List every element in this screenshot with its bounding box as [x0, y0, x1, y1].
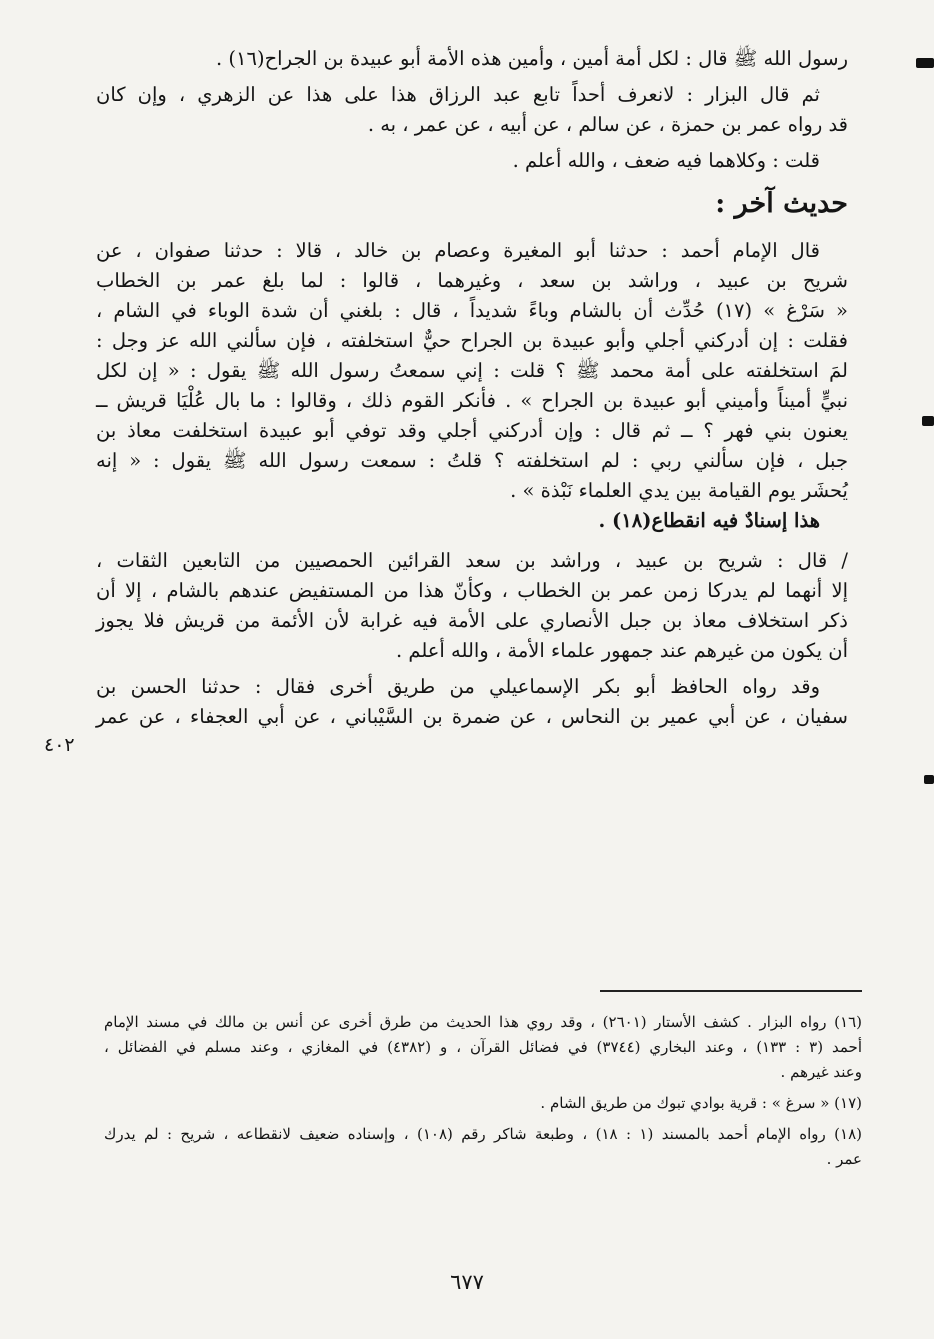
paragraph-line: رسول الله ﷺ قال : لكل أمة أمين ، وأمين هذه الأمة أبو عبيدة بن الجراح(١٦) .: [216, 47, 848, 70]
paragraph-line: شريح بن عبيد ، وراشد بن سعد ، وغيرهما ، قالوا : لما بلغ عمر بن الخطاب: [96, 269, 848, 292]
footnote-line: عمر .: [826, 1150, 862, 1168]
paragraph-line: يُحشَر يوم القيامة بين يدي العلماء نَبْذة » .: [510, 479, 848, 502]
paragraph-line: لمَ استخلفته على أمة محمد ﷺ ؟ قلت : إني سمعتُ رسول الله ﷺ يقول : « إن لكل: [96, 359, 848, 382]
footnote-divider: [600, 990, 862, 992]
footnote-line: أحمد (٣ : ١٣٣) ، وعند البخاري (٣٧٤٤) في فضائل القرآن ، و (٤٣٨٢) في المغازي ، وعند مسلم في الفضائل ،: [104, 1038, 862, 1056]
footnote-line: (١٦) رواه البزار . كشف الأستار (٢٦٠١) ، وقد روي هذا الحديث من طرق أخرى عن أنس بن مالك في مسند الإمام: [104, 1013, 862, 1031]
main-text: [96, 44, 848, 732]
paragraph-line: فقلت : إن أدركني أجلي وأبو عبيدة بن الجراح حيٌّ استخلفته ، فإن سألني الله عز وجل :: [96, 329, 848, 352]
paragraph-line: وقد رواه الحافظ أبو بكر الإسماعيلي من طريق أخرى فقال : حدثنا الحسن بن: [96, 675, 820, 698]
footnote-line: (١٧) « سرغ » : قرية بوادي تبوك من طريق الشام .: [540, 1094, 862, 1112]
scan-edge-mark-middle: [922, 416, 934, 426]
paragraph-line: سفيان ، عن أبي عمير بن النحاس ، عن ضمرة بن السَّيْباني ، عن أبي العجفاء ، عن عمر: [96, 705, 848, 728]
footnote-line: وعند غيرهم .: [780, 1063, 862, 1081]
paragraph-line: قلت : وكلاهما فيه ضعف ، والله أعلم .: [512, 149, 820, 172]
paragraph-line: قد رواه عمر بن حمزة ، عن سالم ، عن أبيه ، عن عمر ، به .: [367, 113, 848, 136]
scan-edge-mark-lower: [924, 775, 934, 784]
paragraph-line: يعنون بني فهر ؟ ــ ثم قال : وإن أدركني أجلي وقد توفي أبو عبيدة استخلفت معاذ بن: [96, 419, 848, 442]
paragraph-line: ذكر استخلاف معاذ بن جبل الأنصاري على الأمة فيه غرابة لأن الأئمة من قريش فلا يجوز: [96, 609, 848, 632]
paragraph-line: قال الإمام أحمد : حدثنا أبو المغيرة وعصام بن خالد ، قالا : حدثنا صفوان ، عن: [96, 239, 820, 262]
paragraph-line: أن يكون من غيرهم عند جمهور علماء الأمة ، والله أعلم .: [395, 639, 848, 662]
page-number: ٦٧٧: [450, 1270, 484, 1294]
paragraph-line: هذا إسنادٌ فيه انقطاع(١٨) .: [598, 509, 820, 532]
paragraph-line: « سَرْغ » (١٧) حُدِّث أن بالشام وباءً شديداً ، قال : بلغني أن شدة الوباء في الشام ،: [96, 299, 848, 322]
paragraph-line: جبل ، فإن سألني ربي : لم استخلفته ؟ قلتُ : سمعت رسول الله ﷺ يقول : « إنه: [96, 449, 848, 472]
margin-page-reference: ٤٠٢: [44, 734, 75, 756]
paragraph-line: / قال : شريح بن عبيد ، وراشد بن سعد القرائين الحمصيين من التابعين الثقات ،: [96, 549, 848, 572]
paragraph-line: إلا أنهما لم يدركا زمن عمر بن الخطاب ، وكأنّ هذا من المستفيض عندهم بالشام ، إلا أن: [96, 579, 848, 602]
footnote-line: (١٨) رواه الإمام أحمد بالمسند (١ : ١٨) ، وطبعة شاكر رقم (١٠٨) ، وإسناده ضعيف لانقطاعه ، شريح : لم يدرك: [104, 1125, 863, 1143]
footnotes: [104, 1010, 862, 1172]
paragraph-line: ثم قال البزار : لانعرف أحداً تابع عبد الرزاق هذا على هذا عن الزهري ، وإن كان: [96, 83, 820, 106]
scan-edge-mark-top: [916, 58, 934, 68]
section-heading: حديث آخر :: [715, 188, 848, 219]
paragraph-line: نبيٍّ أميناً وأميني أبو عبيدة بن الجراح » . فأنكر القوم ذلك ، وقالوا : ما بال عُلْيَا قريش ــ: [96, 389, 848, 412]
